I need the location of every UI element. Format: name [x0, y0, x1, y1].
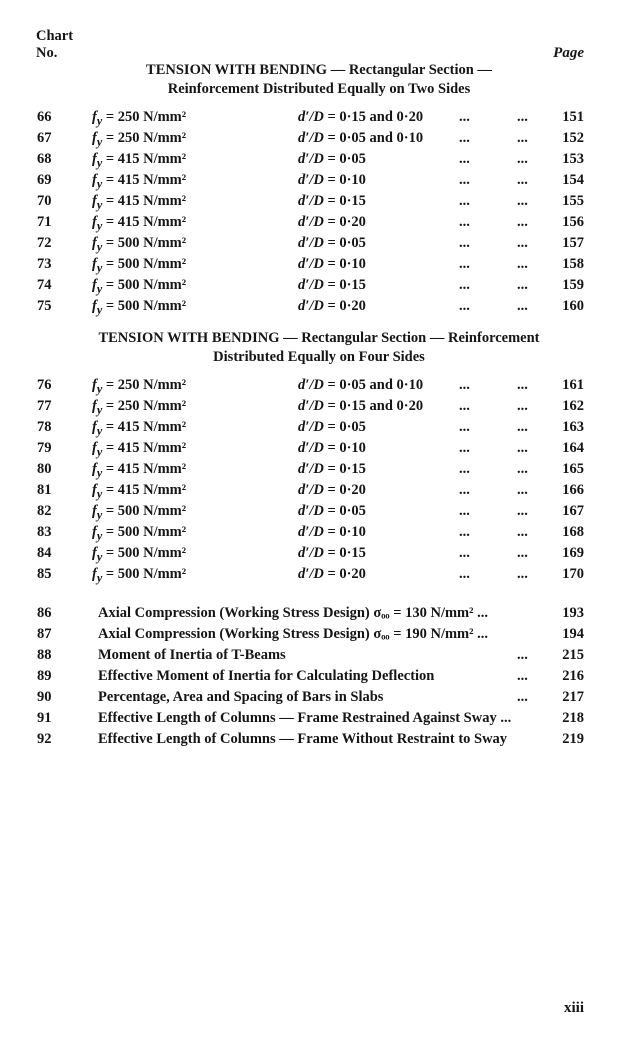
chart-description: Effective Moment of Inertia for Calculating Deflection — [98, 668, 435, 684]
page-number: 155 — [562, 193, 584, 209]
chart-description: Moment of Inertia of T-Beams — [98, 647, 286, 663]
steel-grade: $f_y = 500$ N/mm² — [92, 235, 187, 254]
table-row — [0, 107, 638, 128]
steel-grade: $f_y = 500$ N/mm² — [92, 277, 187, 296]
table-row — [0, 170, 638, 191]
cover-ratio: d′/D = 0·10 — [298, 172, 366, 188]
page-number: 218 — [562, 710, 584, 726]
page-number: 156 — [562, 214, 584, 230]
steel-grade-value: = 415 N/mm² — [105, 419, 187, 435]
cover-ratio-value: = 0·10 — [327, 172, 366, 188]
leader-dots: ... — [459, 298, 470, 314]
number-label: No. — [36, 45, 58, 61]
steel-grade: $f_y = 415$ N/mm² — [92, 419, 187, 438]
steel-grade-value: = 500 N/mm² — [105, 503, 187, 519]
table-row — [0, 624, 638, 645]
leader-dots: ... — [517, 298, 528, 314]
steel-grade: $f_y = 415$ N/mm² — [92, 461, 187, 480]
cover-ratio: d′/D = 0·05 and 0·10 — [298, 130, 424, 146]
leader-dots: ... — [459, 419, 470, 435]
table-row — [0, 375, 638, 396]
cover-ratio-value: = 0·10 — [327, 524, 366, 540]
cover-ratio-value: = 0·15 — [327, 545, 366, 561]
table-row — [0, 645, 638, 666]
steel-grade-value: = 500 N/mm² — [105, 545, 187, 561]
leader-dots: ... — [459, 235, 470, 251]
steel-grade-value: = 500 N/mm² — [105, 524, 187, 540]
cover-ratio-value: = 0·20 — [327, 214, 366, 230]
section-title-four-sides — [0, 329, 638, 367]
steel-grade: $f_y = 500$ N/mm² — [92, 566, 187, 585]
page-number: 168 — [562, 524, 584, 540]
steel-grade: $f_y = 500$ N/mm² — [92, 524, 187, 543]
leader-dots: ... — [517, 277, 528, 293]
cover-ratio: d′/D = 0·05 — [298, 419, 366, 435]
table-row — [0, 543, 638, 564]
page-number: 169 — [562, 545, 584, 561]
section-title-line: Reinforcement Distributed Equally on Two Sides — [167, 81, 471, 97]
cover-ratio: d′/D = 0·10 — [298, 524, 366, 540]
chart-description: Effective Length of Columns — Frame Without Restraint to Sway — [98, 731, 508, 747]
page-number: 159 — [562, 277, 584, 293]
table-row — [0, 666, 638, 687]
page-number: 152 — [562, 130, 584, 146]
cover-ratio: d′/D = 0·20 — [298, 214, 366, 230]
steel-grade: $f_y = 415$ N/mm² — [92, 193, 187, 212]
page-number: 193 — [562, 605, 584, 621]
cover-ratio: d′/D = 0·15 — [298, 193, 366, 209]
steel-grade: $f_y = 415$ N/mm² — [92, 482, 187, 501]
table-row — [0, 687, 638, 708]
leader-dots: ... — [459, 377, 470, 393]
steel-grade-value: = 415 N/mm² — [105, 482, 187, 498]
chart-number: 76 — [37, 377, 52, 393]
section-title-line: TENSION WITH BENDING — Rectangular Section — Reinforcement — [98, 330, 540, 346]
chart-number: 68 — [37, 151, 52, 167]
leader-dots: ... — [459, 524, 470, 540]
page-number: 216 — [562, 668, 584, 684]
leader-dots: ... — [517, 172, 528, 188]
chart-description: Percentage, Area and Spacing of Bars in Slabs — [98, 689, 384, 705]
chart-number: 90 — [37, 689, 52, 705]
steel-grade: $f_y = 415$ N/mm² — [92, 440, 187, 459]
cover-ratio-value: = 0·10 — [327, 256, 366, 272]
steel-grade-value: = 500 N/mm² — [105, 256, 187, 272]
leader-dots: ... — [459, 440, 470, 456]
cover-ratio: d′/D = 0·15 — [298, 545, 366, 561]
page-number: 163 — [562, 419, 584, 435]
leader-dots: ... — [459, 151, 470, 167]
page-number: 166 — [562, 482, 584, 498]
chart-number: 83 — [37, 524, 52, 540]
cover-ratio-value: = 0·15 — [327, 461, 366, 477]
steel-grade-value: = 415 N/mm² — [105, 151, 187, 167]
steel-grade: $f_y = 250$ N/mm² — [92, 398, 187, 417]
cover-ratio-value: = 0·20 — [327, 482, 366, 498]
chart-number: 78 — [37, 419, 52, 435]
cover-ratio-value: = 0·15 — [327, 193, 366, 209]
steel-grade-value: = 250 N/mm² — [105, 377, 187, 393]
table-row — [0, 603, 638, 624]
table-row — [0, 564, 638, 585]
chart-number: 69 — [37, 172, 52, 188]
steel-grade: $f_y = 250$ N/mm² — [92, 130, 187, 149]
page-header-label: Page — [553, 45, 584, 61]
chart-description: Effective Length of Columns — Frame Restrained Against Sway ... — [98, 710, 512, 726]
leader-dots: ... — [517, 647, 528, 663]
leader-dots: ... — [459, 398, 470, 414]
chart-number: 80 — [37, 461, 52, 477]
page-number: 194 — [562, 626, 584, 642]
leader-dots: ... — [517, 130, 528, 146]
page-number: 165 — [562, 461, 584, 477]
cover-ratio: d′/D = 0·20 — [298, 298, 366, 314]
page-number: 161 — [562, 377, 584, 393]
page-number: 170 — [562, 566, 584, 582]
chart-number: 92 — [37, 731, 52, 747]
steel-grade-value: = 415 N/mm² — [105, 461, 187, 477]
leader-dots: ... — [459, 193, 470, 209]
leader-dots: ... — [459, 214, 470, 230]
table-row — [0, 191, 638, 212]
steel-grade: $f_y = 250$ N/mm² — [92, 377, 187, 396]
chart-number: 88 — [37, 647, 52, 663]
table-row — [0, 459, 638, 480]
cover-ratio-value: = 0·15 and 0·20 — [327, 398, 424, 414]
section-title-two-sides — [0, 61, 638, 99]
steel-grade-value: = 250 N/mm² — [105, 130, 187, 146]
cover-ratio: d′/D = 0·15 — [298, 277, 366, 293]
leader-dots: ... — [517, 256, 528, 272]
leader-dots: ... — [517, 377, 528, 393]
page-number: 158 — [562, 256, 584, 272]
page-number: 162 — [562, 398, 584, 414]
leader-dots: ... — [459, 503, 470, 519]
leader-dots: ... — [517, 109, 528, 125]
page-number: 217 — [562, 689, 584, 705]
section-title-line: TENSION WITH BENDING — Rectangular Section — — [146, 62, 492, 78]
cover-ratio-value: = 0·05 — [327, 503, 366, 519]
folio-page-number: xiii — [563, 1000, 584, 1016]
page-number: 164 — [562, 440, 584, 456]
chart-number: 79 — [37, 440, 52, 456]
steel-grade: $f_y = 250$ N/mm² — [92, 109, 187, 128]
chart-number: 75 — [37, 298, 52, 314]
chart-number: 72 — [37, 235, 52, 251]
cover-ratio: d′/D = 0·10 — [298, 256, 366, 272]
leader-dots: ... — [517, 689, 528, 705]
leader-dots: ... — [517, 503, 528, 519]
chart-number: 77 — [37, 398, 52, 414]
table-row — [0, 149, 638, 170]
steel-grade-value: = 500 N/mm² — [105, 235, 187, 251]
steel-grade-value: = 250 N/mm² — [105, 398, 187, 414]
leader-dots: ... — [459, 256, 470, 272]
leader-dots: ... — [459, 130, 470, 146]
steel-grade-value: = 500 N/mm² — [105, 566, 187, 582]
cover-ratio: d′/D = 0·05 and 0·10 — [298, 377, 424, 393]
page-number: 153 — [562, 151, 584, 167]
leader-dots: ... — [459, 482, 470, 498]
table-row — [0, 480, 638, 501]
table-row — [0, 396, 638, 417]
chart-number: 70 — [37, 193, 52, 209]
steel-grade: $f_y = 500$ N/mm² — [92, 503, 187, 522]
page-number: 167 — [562, 503, 584, 519]
table-row — [0, 729, 638, 750]
cover-ratio: d′/D = 0·15 — [298, 461, 366, 477]
page-number: 215 — [562, 647, 584, 663]
page-number: 219 — [562, 731, 584, 747]
cover-ratio-value: = 0·05 — [327, 419, 366, 435]
steel-grade-value: = 250 N/mm² — [105, 109, 187, 125]
cover-ratio-value: = 0·05 and 0·10 — [327, 130, 424, 146]
table-row — [0, 501, 638, 522]
leader-dots: ... — [517, 214, 528, 230]
cover-ratio-value: = 0·20 — [327, 566, 366, 582]
chart-number: 81 — [37, 482, 52, 498]
steel-grade: $f_y = 500$ N/mm² — [92, 256, 187, 275]
cover-ratio: d′/D = 0·10 — [298, 440, 366, 456]
cover-ratio-value: = 0·05 — [327, 235, 366, 251]
chart-label: Chart — [36, 28, 74, 44]
table-row — [0, 438, 638, 459]
leader-dots: ... — [517, 151, 528, 167]
table-row — [0, 708, 638, 729]
steel-grade: $f_y = 500$ N/mm² — [92, 545, 187, 564]
page-number: 154 — [562, 172, 584, 188]
leader-dots: ... — [517, 193, 528, 209]
page-number: 151 — [562, 109, 584, 125]
steel-grade-value: = 415 N/mm² — [105, 214, 187, 230]
chart-number: 91 — [37, 710, 52, 726]
leader-dots: ... — [517, 461, 528, 477]
chart-number: 73 — [37, 256, 52, 272]
leader-dots: ... — [517, 566, 528, 582]
leader-dots: ... — [459, 109, 470, 125]
chart-number: 87 — [37, 626, 52, 642]
steel-grade-value: = 500 N/mm² — [105, 277, 187, 293]
chart-number: 82 — [37, 503, 52, 519]
table-row — [0, 522, 638, 543]
leader-dots: ... — [459, 461, 470, 477]
cover-ratio-value: = 0·05 — [327, 151, 366, 167]
chart-number: 71 — [37, 214, 52, 230]
chart-number-header — [36, 28, 73, 62]
chart-number: 66 — [37, 109, 52, 125]
steel-grade-value: = 415 N/mm² — [105, 440, 187, 456]
cover-ratio-value: = 0·15 and 0·20 — [327, 109, 424, 125]
chart-number: 89 — [37, 668, 52, 684]
chart-description: Axial Compression (Working Stress Design) σₒₒ = 130 N/mm² ... — [98, 605, 488, 621]
cover-ratio: d′/D = 0·20 — [298, 566, 366, 582]
leader-dots: ... — [517, 482, 528, 498]
section-title-line: Distributed Equally on Four Sides — [213, 349, 425, 365]
cover-ratio: d′/D = 0·05 — [298, 235, 366, 251]
leader-dots: ... — [517, 668, 528, 684]
table-row — [0, 128, 638, 149]
cover-ratio: d′/D = 0·05 — [298, 503, 366, 519]
steel-grade: $f_y = 500$ N/mm² — [92, 298, 187, 317]
leader-dots: ... — [517, 235, 528, 251]
cover-ratio: d′/D = 0·15 and 0·20 — [298, 109, 424, 125]
cover-ratio-value: = 0·15 — [327, 277, 366, 293]
table-row — [0, 212, 638, 233]
table-row — [0, 254, 638, 275]
leader-dots: ... — [517, 419, 528, 435]
table-row — [0, 296, 638, 317]
leader-dots: ... — [517, 440, 528, 456]
leader-dots: ... — [517, 398, 528, 414]
chart-number: 74 — [37, 277, 52, 293]
chart-number: 86 — [37, 605, 52, 621]
chart-number: 67 — [37, 130, 52, 146]
page-number: 157 — [562, 235, 584, 251]
leader-dots: ... — [459, 545, 470, 561]
table-row — [0, 417, 638, 438]
cover-ratio: d′/D = 0·20 — [298, 482, 366, 498]
leader-dots: ... — [459, 172, 470, 188]
cover-ratio-value: = 0·10 — [327, 440, 366, 456]
leader-dots: ... — [517, 545, 528, 561]
leader-dots: ... — [517, 524, 528, 540]
chart-number: 85 — [37, 566, 52, 582]
steel-grade-value: = 415 N/mm² — [105, 193, 187, 209]
steel-grade-value: = 415 N/mm² — [105, 172, 187, 188]
steel-grade: $f_y = 415$ N/mm² — [92, 151, 187, 170]
chart-description: Axial Compression (Working Stress Design) σₒₒ = 190 N/mm² ... — [98, 626, 488, 642]
steel-grade-value: = 500 N/mm² — [105, 298, 187, 314]
table-row — [0, 275, 638, 296]
chart-number: 84 — [37, 545, 52, 561]
table-row — [0, 233, 638, 254]
leader-dots: ... — [459, 566, 470, 582]
page-number: 160 — [562, 298, 584, 314]
steel-grade: $f_y = 415$ N/mm² — [92, 172, 187, 191]
steel-grade: $f_y = 415$ N/mm² — [92, 214, 187, 233]
cover-ratio-value: = 0·20 — [327, 298, 366, 314]
leader-dots: ... — [459, 277, 470, 293]
cover-ratio-value: = 0·05 and 0·10 — [327, 377, 424, 393]
cover-ratio: d′/D = 0·05 — [298, 151, 366, 167]
cover-ratio: d′/D = 0·15 and 0·20 — [298, 398, 424, 414]
